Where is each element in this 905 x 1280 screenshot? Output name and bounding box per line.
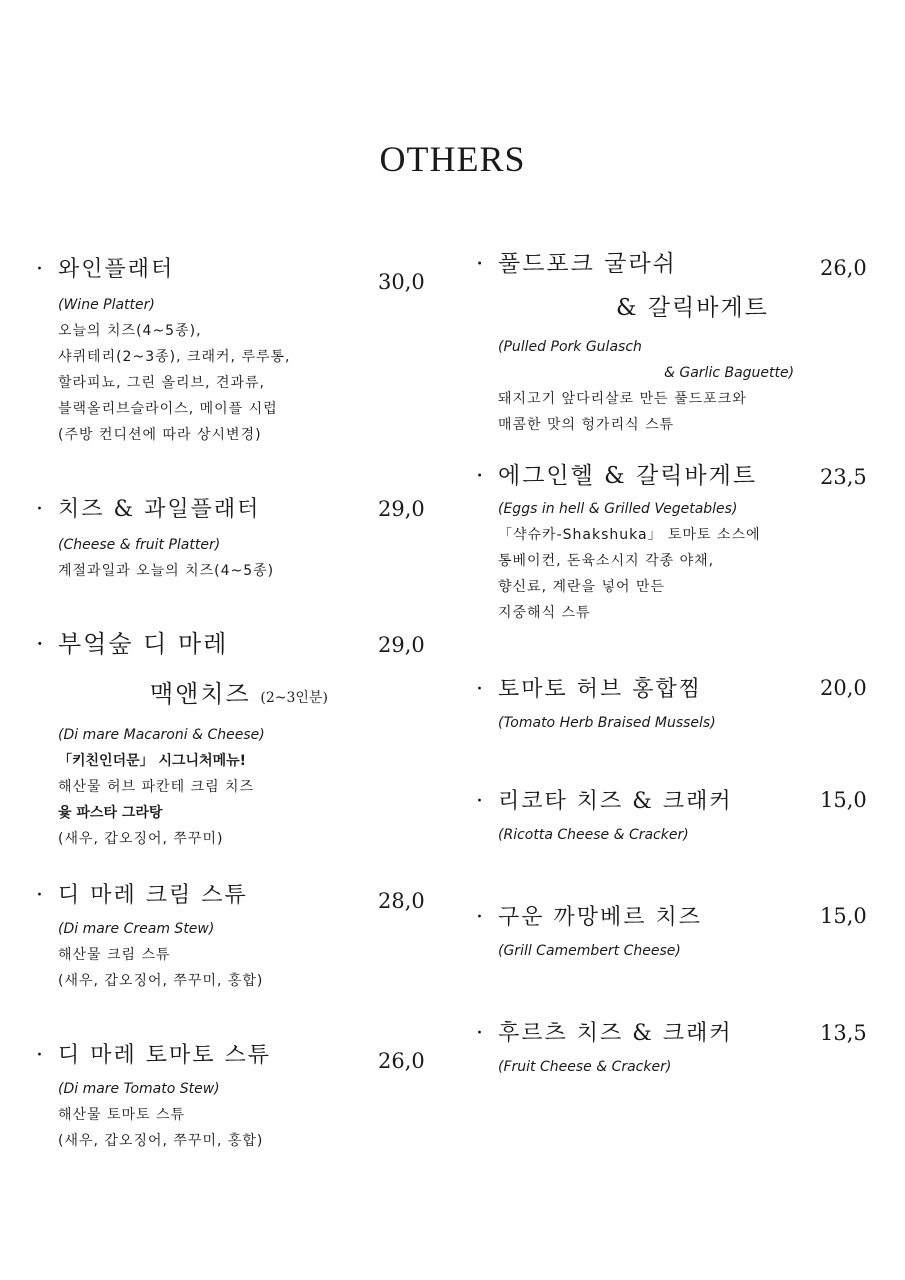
item-english-name: (Di mare Macaroni & Cheese): [58, 727, 265, 743]
bullet: ·: [476, 1021, 485, 1046]
item-description: 해산물 토마토 스튜: [58, 1107, 186, 1123]
item-signature-note: 「키친인더문」 시그니처메뉴!: [58, 753, 247, 769]
item-description: 지중해식 스튜: [498, 605, 591, 621]
item-price: 30,0: [378, 270, 425, 294]
item-description: 샤퀴테리(2~3종), 크래커, 루루통,: [58, 349, 291, 365]
bullet: ·: [36, 1043, 45, 1068]
page-title: OTHERS: [379, 139, 526, 179]
menu-item-grilled-camembert: [476, 898, 702, 964]
item-english-name: (Pulled Pork Gulasch: [498, 339, 642, 355]
item-name: 에그인헬 & 갈릭바게트: [498, 463, 758, 489]
item-description: (주방 컨디션에 따라 상시변경): [58, 427, 262, 443]
menu-item-ricotta-cheese: [476, 782, 733, 848]
bullet: ·: [36, 257, 45, 282]
item-name: 리코타 치즈 & 크래커: [498, 789, 733, 814]
item-name-line2: & 갈릭바게트: [616, 295, 769, 321]
item-name: 토마토 허브 홍합찜: [498, 677, 703, 702]
item-price: 15,0: [820, 904, 867, 928]
item-description: 돼지고기 앞다리살로 만든 풀드포크와: [498, 391, 747, 407]
item-description: 블랙올리브슬라이스, 메이플 시럽: [58, 401, 278, 417]
item-description: (새우, 갑오징어, 쭈꾸미): [58, 831, 224, 847]
item-description: 매콤한 맛의 헝가리식 스튜: [498, 417, 675, 433]
item-price: 28,0: [378, 889, 425, 913]
item-english-name: (Cheese & fruit Platter): [58, 537, 221, 553]
item-english-name: (Di mare Tomato Stew): [58, 1081, 220, 1097]
item-description: 해산물 허브 파칸테 크림 치즈: [58, 779, 255, 795]
item-name: 풀드포크 굴라쉬: [498, 251, 677, 277]
item-price: 29,0: [378, 497, 425, 521]
item-name-line2: 맥앤치즈: [150, 680, 251, 708]
item-price: 20,0: [820, 676, 867, 700]
menu-item-wine-platter: [36, 250, 290, 448]
menu-item-tomato-herb-mussels: [476, 670, 716, 736]
bullet: ·: [476, 905, 485, 930]
bullet: ·: [476, 251, 486, 277]
item-serving-size: (2~3인분): [260, 690, 328, 706]
item-english-name: (Wine Platter): [58, 297, 155, 313]
item-english-name-line2: & Garlic Baguette): [664, 365, 795, 381]
item-name: 구운 까망베르 치즈: [498, 905, 703, 930]
menu-item-di-mare-tomato-stew: [36, 1036, 271, 1154]
item-price: 23,5: [820, 465, 867, 489]
bullet: ·: [476, 677, 485, 702]
item-english-name: (Eggs in hell & Grilled Vegetables): [498, 501, 738, 517]
item-price: 13,5: [820, 1021, 867, 1045]
bullet: ·: [36, 883, 45, 908]
item-description: (새우, 갑오징어, 쭈꾸미, 홍합): [58, 973, 264, 989]
item-description: (새우, 갑오징어, 쭈꾸미, 홍합): [58, 1133, 264, 1149]
item-name: 후르츠 치즈 & 크래커: [498, 1021, 733, 1046]
item-description: 통베이컨, 돈육소시지 각종 야채,: [498, 553, 715, 569]
menu-item-fruit-cheese-cracker: [476, 1014, 733, 1080]
item-price: 29,0: [378, 633, 425, 657]
item-description: 계절과일과 오늘의 치즈(4~5종): [58, 563, 275, 579]
menu-item-di-mare-cream-stew: [36, 876, 263, 994]
item-name: 디 마레 크림 스튜: [58, 883, 248, 908]
menu-item-di-mare-mac-and-cheese: [36, 624, 328, 852]
bullet: ·: [36, 630, 46, 658]
bullet: ·: [36, 497, 45, 522]
item-english-name: (Grill Camembert Cheese): [498, 943, 681, 959]
item-name: 와인플래터: [58, 257, 175, 282]
item-price: 26,0: [378, 1049, 425, 1073]
menu-item-eggs-in-hell: [476, 456, 761, 626]
item-price: 15,0: [820, 788, 867, 812]
bullet: ·: [476, 789, 485, 814]
item-description: 할라피뇨, 그린 올리브, 견과류,: [58, 375, 265, 391]
item-name: 부엌숲 디 마레: [58, 630, 229, 658]
item-english-name: (Ricotta Cheese & Cracker): [498, 827, 689, 843]
menu-item-pulled-pork-gulasch: [476, 244, 794, 438]
item-name: 치즈 & 과일플래터: [58, 497, 261, 522]
item-description: 윷 파스타 그라탕: [58, 805, 163, 821]
item-description: 향신료, 계란을 넣어 만든: [498, 579, 666, 595]
item-name: 디 마레 토마토 스튜: [58, 1043, 271, 1068]
item-english-name: (Di mare Cream Stew): [58, 921, 215, 937]
item-description: 「샥슈카-Shakshuka」 토마토 소스에: [498, 527, 761, 543]
bullet: ·: [476, 463, 486, 489]
item-english-name: (Fruit Cheese & Cracker): [498, 1059, 672, 1075]
item-price: 26,0: [820, 256, 867, 280]
item-description: 해산물 크림 스튜: [58, 947, 171, 963]
item-english-name: (Tomato Herb Braised Mussels): [498, 715, 716, 731]
item-description: 오늘의 치즈(4~5종),: [58, 323, 202, 339]
menu-item-cheese-fruit-platter: [36, 490, 274, 584]
